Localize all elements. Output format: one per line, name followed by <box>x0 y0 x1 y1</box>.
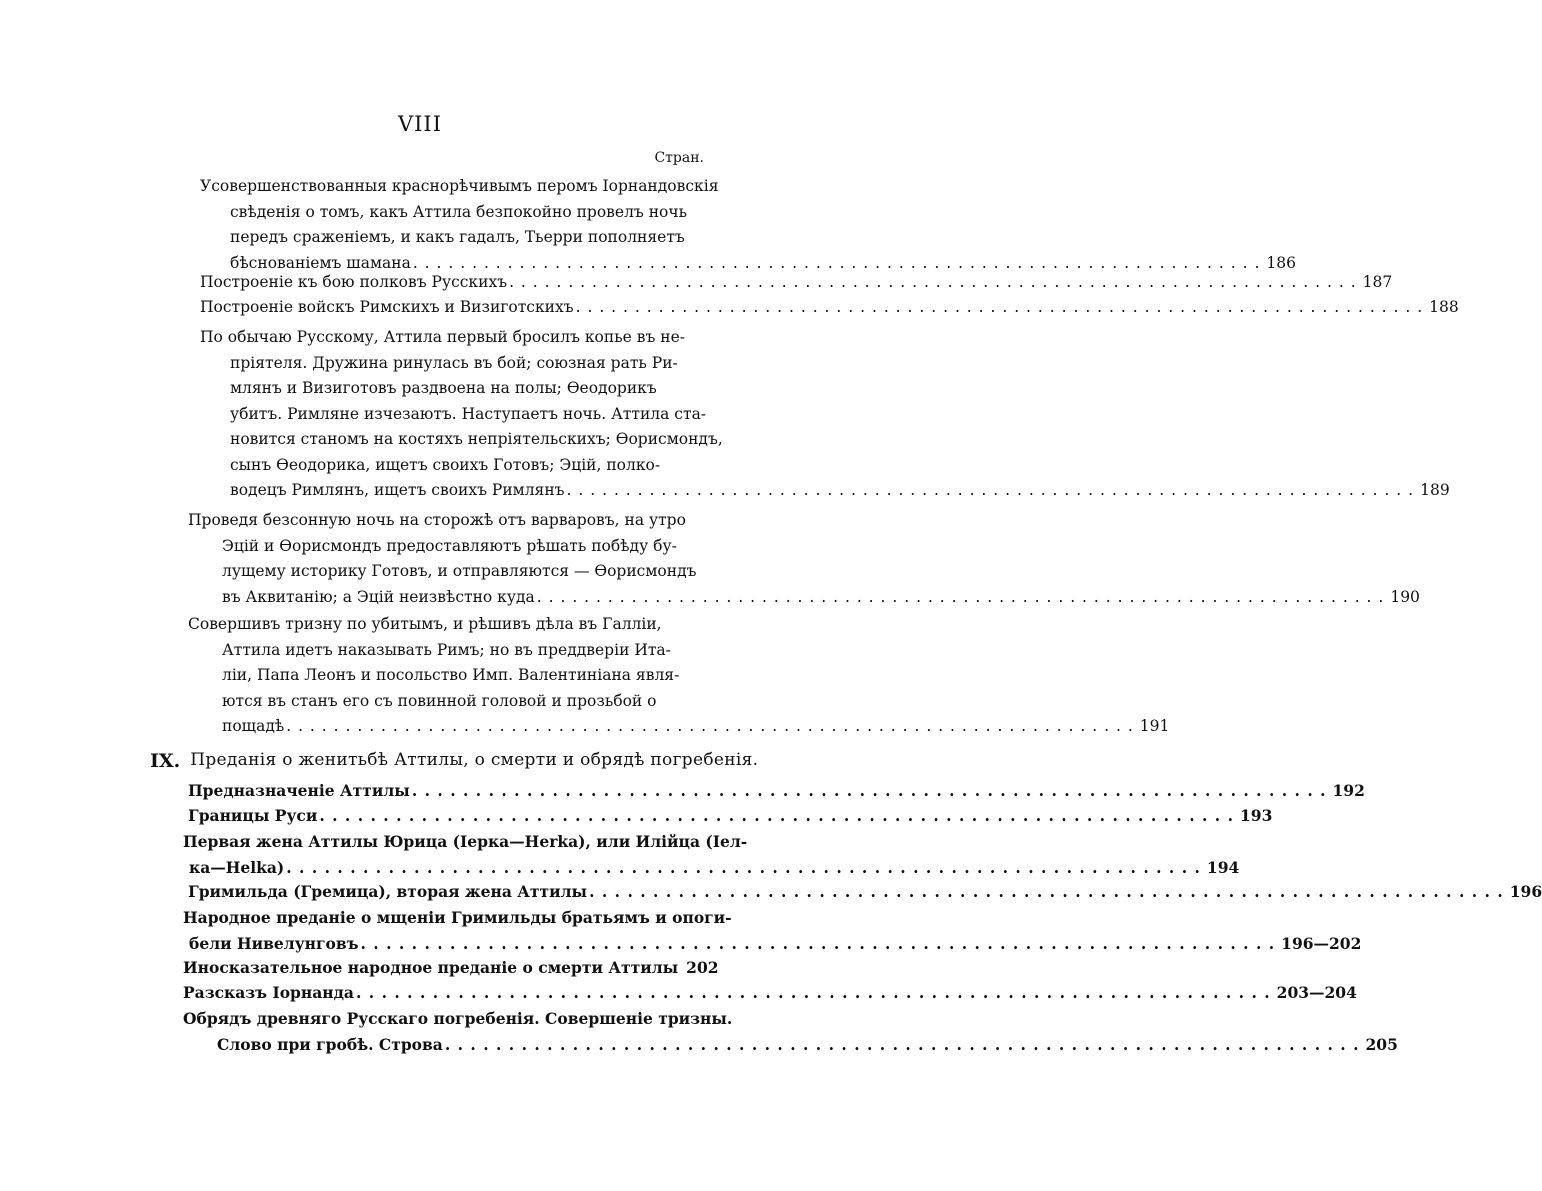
toc-line: водецъ Римлянъ, ищетъ своихъ Римлянъ <box>230 481 565 499</box>
toc-entry <box>188 803 1273 829</box>
section-heading <box>150 750 759 772</box>
leader-dots <box>537 585 1385 611</box>
toc-line: Гримильда (Гремица), вторая жена Аттилы <box>188 882 588 901</box>
toc-page: 196—202 <box>1281 933 1362 953</box>
toc-line: По обычаю Русскому, Аттила первый бросилъ копье въ не- <box>200 328 686 346</box>
toc-entry <box>183 829 1240 880</box>
page-column-label: Стран. <box>654 150 704 166</box>
toc-page: 205 <box>1365 1034 1398 1054</box>
toc-page: 193 <box>1240 806 1273 825</box>
toc-page: 186 <box>1266 253 1296 272</box>
toc-entry <box>188 879 1542 905</box>
toc-entry <box>200 325 1450 504</box>
leader-dots <box>412 778 1327 804</box>
toc-page: 190 <box>1390 587 1420 606</box>
toc-line: Первая жена Аттилы Юрица (Іерка—Herka), или Илійца (Іел- <box>183 832 748 851</box>
leader-dots <box>509 270 1357 296</box>
toc-line: Построеніе къ бою полковъ Русскихъ <box>200 273 508 291</box>
leader-dots <box>356 980 1271 1006</box>
toc-entry <box>188 778 1365 804</box>
leader-dots <box>445 1032 1360 1058</box>
toc-line: Слово при гробѣ. Строва <box>217 1034 443 1054</box>
toc-line: Разсказъ Іорнанда <box>183 983 354 1002</box>
toc-line: млянъ и Визиготовъ раздвоена на полы; Өеодорикъ <box>230 379 657 397</box>
leader-dots <box>286 714 1134 740</box>
leader-dots <box>286 855 1201 881</box>
toc-line: сынъ Өеодорика, ищетъ своихъ Готовъ; Эцій, полко- <box>230 455 661 474</box>
toc-page: 188 <box>1429 298 1459 316</box>
leader-dots <box>361 931 1276 957</box>
toc-line: ются въ станъ его съ повинной головой и прозьбой о <box>222 691 657 710</box>
leader-dots <box>589 879 1504 905</box>
toc-line: ка—Helka) <box>189 857 285 877</box>
toc-page: 192 <box>1332 781 1365 800</box>
toc-line: Предназначеніе Аттилы <box>188 781 410 800</box>
toc-entry <box>200 295 1459 321</box>
toc-page: 191 <box>1139 717 1170 735</box>
toc-entry <box>188 612 1170 740</box>
toc-line: Обрядъ древняго Русскаго погребенія. Совершеніе тризны. <box>183 1009 733 1028</box>
leader-dots <box>319 803 1234 829</box>
toc-line: бели Нивелунговъ <box>189 933 359 953</box>
toc-page: 202 <box>686 958 719 977</box>
toc-line: пріятеля. Дружина ринулась въ бой; союзная рать Ри- <box>230 353 678 372</box>
leader-dots <box>567 478 1415 504</box>
page-number: VIII <box>397 112 443 136</box>
toc-line: Эцій и Өорисмондъ предоставляютъ рѣшать побѣду бу- <box>222 536 677 555</box>
toc-line: передъ сраженіемъ, и какъ гадалъ, Тьерри пополняетъ <box>230 228 685 246</box>
toc-page: 203—204 <box>1276 983 1357 1002</box>
toc-line: Построеніе войскъ Римскихъ и Визиготскихъ <box>200 298 574 316</box>
toc-page: 196 <box>1509 882 1542 901</box>
toc-line: Народное преданіе о мщеніи Гримильды братьямъ и опоги- <box>183 908 732 927</box>
toc-line: Проведя безсонную ночь на сторожѣ отъ варваровъ, на утро <box>188 511 686 529</box>
toc-page: 187 <box>1362 273 1393 291</box>
toc-entry <box>183 980 1357 1006</box>
toc-line: лущему историку Готовъ, и отправляются — Өорисмондъ <box>222 562 697 580</box>
toc-page: 194 <box>1206 857 1240 877</box>
toc-entry <box>183 905 1362 956</box>
toc-line: Иносказательное народное преданіе о смерти Аттилы <box>183 958 679 977</box>
toc-line: Аттила идетъ наказывать Римъ; но въ преддверіи Ита- <box>222 640 671 659</box>
toc-entry <box>188 508 1420 610</box>
toc-line: ліи, Папа Леонъ и посольство Имп. Валентиніана явля- <box>222 666 680 684</box>
toc-entry <box>183 955 719 981</box>
leader-dots <box>576 295 1424 321</box>
toc-entry <box>200 270 1393 296</box>
toc-line: свѣденія о томъ, какъ Аттила безпокойно провелъ ночь <box>230 202 688 221</box>
toc-entry <box>183 1006 1398 1057</box>
toc-line: пощадѣ <box>222 717 285 735</box>
section-number: IX. <box>150 750 181 772</box>
toc-line: бѣснованіемъ шамана <box>230 253 411 272</box>
toc-line: Совершивъ тризну по убитымъ, и рѣшивъ дѣла въ Галліи, <box>188 615 662 633</box>
section-title: Преданія о женитьбѣ Аттилы, о смерти и обрядѣ погребенія. <box>190 750 759 770</box>
toc-page: 189 <box>1420 481 1450 499</box>
toc-line: Границы Руси <box>188 806 318 825</box>
toc-line: въ Аквитанію; а Эцій неизвѣстно куда <box>222 587 535 606</box>
toc-line: Усовершенствованныя краснорѣчивымъ перомъ Іорнандовскія <box>200 177 719 195</box>
toc-entry <box>200 174 1296 276</box>
toc-line: новится станомъ на костяхъ непріятельскихъ; Өорисмондъ, <box>230 430 723 448</box>
toc-line: убитъ. Римляне изчезаютъ. Наступаетъ ночь. Аттила ста- <box>230 404 707 423</box>
